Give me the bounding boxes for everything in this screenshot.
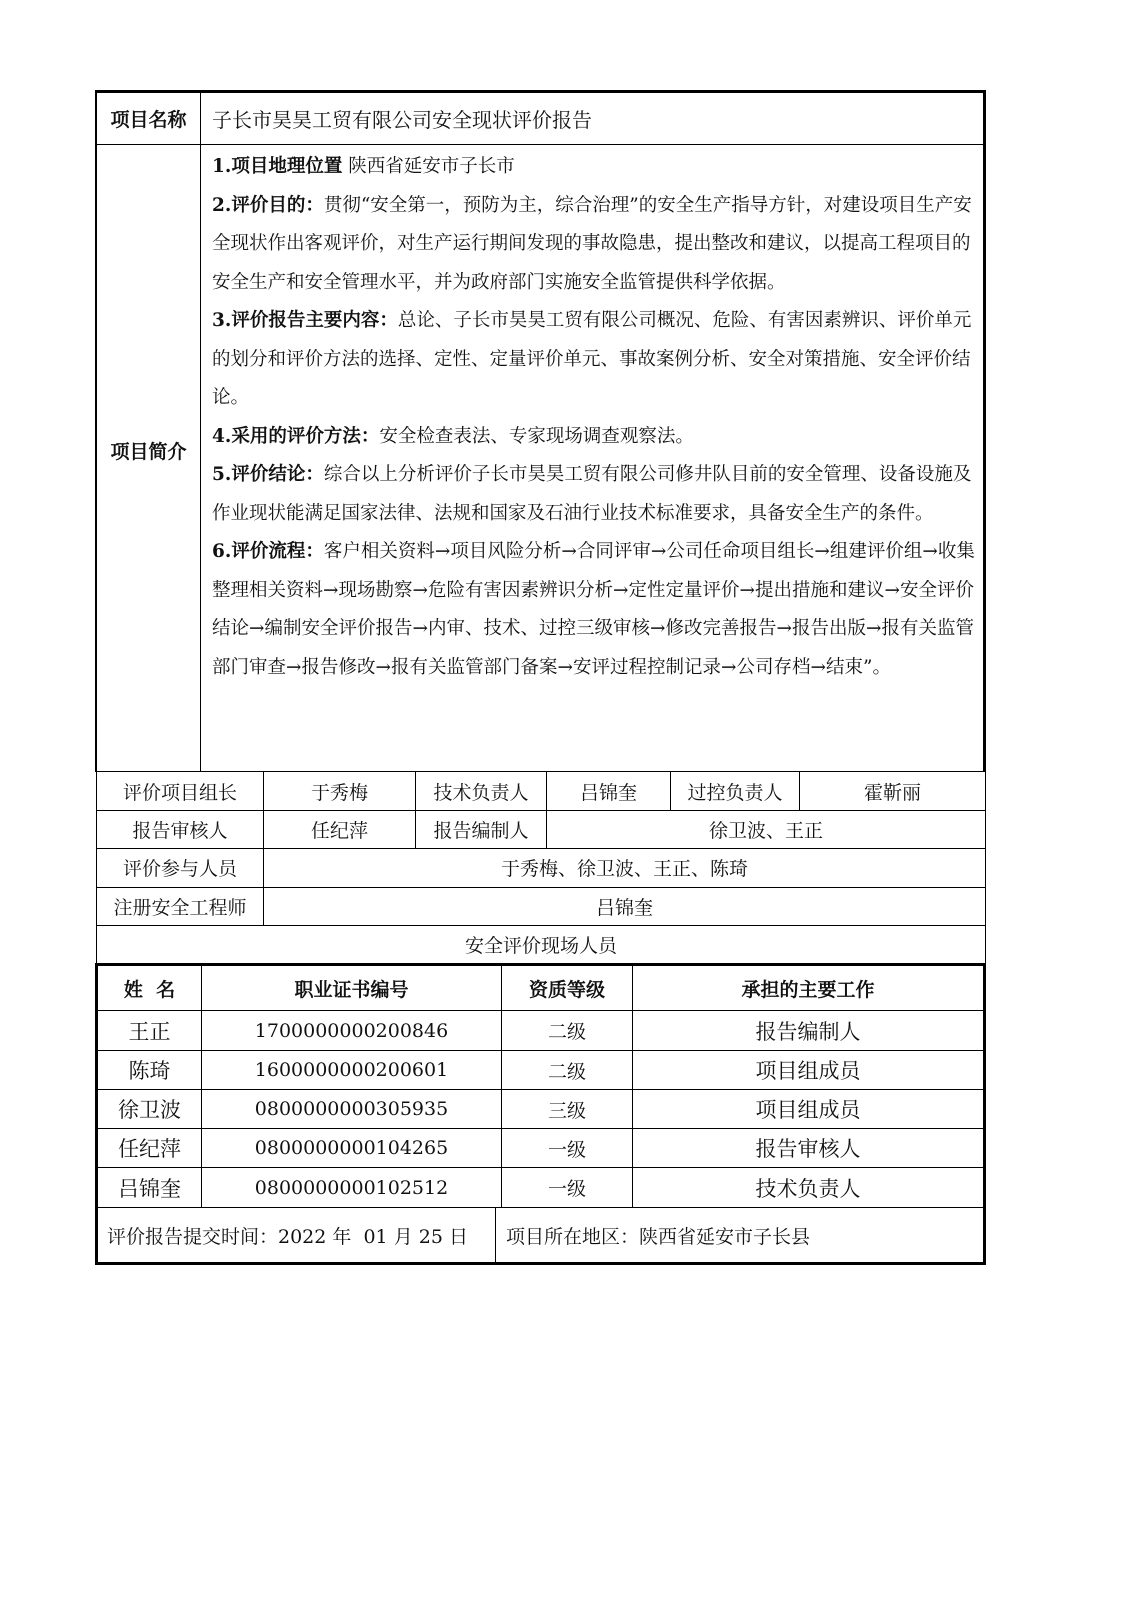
row-cert: 0800000000102512 bbox=[254, 1176, 449, 1199]
reviewer-label: 报告审核人 bbox=[132, 819, 228, 842]
col-header-role: 承担的主要工作 bbox=[741, 978, 875, 1001]
leader-value: 于秀梅 bbox=[310, 781, 368, 804]
intro-item-content: 3.评价报告主要内容：总论、子长市昊昊工贸有限公司概况、危险、有害因素辨识、评价单元的划分和评价方法的选择、定性、定量评价单元、事故案例分析、安全对策措施、安全评价结论。 bbox=[212, 310, 972, 408]
row-cert: 0800000000305935 bbox=[254, 1098, 449, 1120]
project-intro-label: 项目简介 bbox=[110, 440, 187, 463]
participants-value: 于秀梅、徐卫波、王正、陈琦 bbox=[500, 858, 748, 880]
row-name: 吕锦奎 bbox=[118, 1176, 181, 1201]
editor-value: 徐卫波、王正 bbox=[708, 819, 823, 842]
row-role: 项目组成员 bbox=[755, 1098, 861, 1122]
row-name: 王正 bbox=[128, 1019, 171, 1044]
row-name: 任纪萍 bbox=[118, 1137, 181, 1161]
control-value: 霍靳丽 bbox=[863, 781, 921, 804]
leader-label: 评价项目组长 bbox=[122, 781, 237, 804]
row-level: 二级 bbox=[547, 1060, 586, 1083]
intro-item-purpose: 2.评价目的：贯彻“安全第一，预防为主，综合治理”的安全生产指导方针，对建设项目生产安全现状作出客观评价，对生产运行期间发现的事故隐患，提出整改和建议，以提高工程项目的安全生产和安全管理水平，并为政府部门实施安全监管提供科学依据。 bbox=[212, 194, 972, 293]
row-role: 报告审核人 bbox=[755, 1137, 861, 1161]
row-name: 陈琦 bbox=[128, 1059, 171, 1083]
intro-item-method: 4.采用的评价方法：安全检查表法、专家现场调查观察法。 bbox=[212, 425, 694, 447]
project-intro bbox=[212, 148, 982, 687]
intro-item-conclusion: 5.评价结论：综合以上分析评价子长市昊昊工贸有限公司修井队目前的安全管理、设备设施及作业现状能满足国家法律、法规和国家及石油行业技术标准要求，具备安全生产的条件。 bbox=[212, 464, 972, 524]
row-level: 一级 bbox=[547, 1178, 586, 1200]
engineer-value: 吕锦奎 bbox=[595, 896, 653, 919]
intro-item-location: 1.项目地理位置 陕西省延安市子长市 bbox=[212, 156, 515, 177]
reviewer-value: 任纪萍 bbox=[310, 819, 368, 842]
row-cert: 1700000000200846 bbox=[254, 1019, 449, 1042]
col-header-name: 姓 名 bbox=[123, 978, 176, 1001]
tech-value: 吕锦奎 bbox=[579, 781, 637, 804]
control-label: 过控负责人 bbox=[687, 781, 783, 804]
row-cert: 1600000000200601 bbox=[254, 1059, 449, 1081]
editor-label: 报告编制人 bbox=[433, 819, 529, 842]
row-role: 报告编制人 bbox=[755, 1019, 861, 1044]
row-level: 三级 bbox=[547, 1099, 586, 1122]
col-header-cert: 职业证书编号 bbox=[294, 978, 409, 1001]
submit-date: 评价报告提交时间：2022 年 01 月 25 日 bbox=[107, 1225, 468, 1248]
participants-label: 评价参与人员 bbox=[122, 858, 237, 880]
intro-item-process: 6.评价流程：客户相关资料→项目风险分析→合同评审→公司任命项目组长→组建评价组→收集整理相关资料→现场勘察→危险有害因素辨识分析→定性定量评价→提出措施和建议→安全评价结论→编制安全评价报告→内审、技术、过控三级审核→修改完善报告→报告出版→报有关监管部门审查→报告修改→报有关监管部门备案→安评过程控制记录→公司存档→结束”。 bbox=[212, 541, 975, 678]
row-level: 二级 bbox=[547, 1021, 586, 1043]
project-name-label: 项目名称 bbox=[110, 109, 187, 131]
project-region: 项目所在地区：陕西省延安市子长县 bbox=[506, 1225, 811, 1248]
row-role: 技术负责人 bbox=[755, 1176, 861, 1201]
row-name: 徐卫波 bbox=[118, 1098, 181, 1122]
project-name: 子长市昊昊工贸有限公司安全现状评价报告 bbox=[212, 108, 592, 132]
col-header-level: 资质等级 bbox=[528, 978, 605, 1001]
tech-label: 技术负责人 bbox=[433, 781, 529, 804]
onsite-staff-label: 安全评价现场人员 bbox=[464, 934, 617, 957]
engineer-label: 注册安全工程师 bbox=[113, 896, 247, 919]
row-role: 项目组成员 bbox=[755, 1059, 861, 1083]
row-level: 一级 bbox=[547, 1138, 586, 1161]
row-cert: 0800000000104265 bbox=[254, 1137, 449, 1159]
